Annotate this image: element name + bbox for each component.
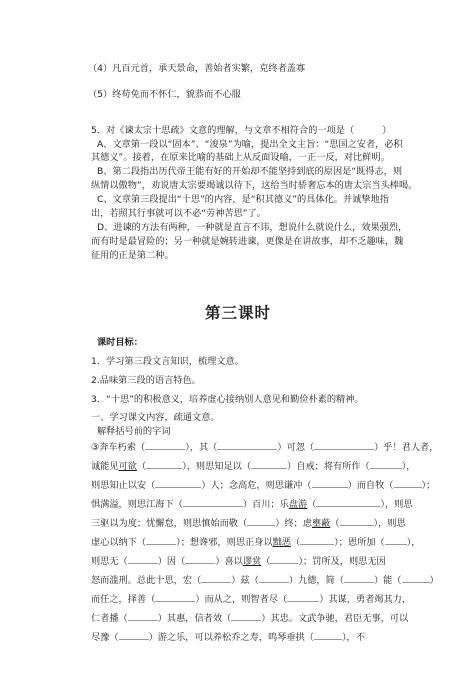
instruction: 解释括号前的字词 [97,426,171,437]
blank [155,487,201,488]
blank [270,563,298,564]
option-b-line-2: 纵情以傲物”，劝说唐太宗要竭诚以待下，这给当时骄奢忘本的唐太宗当头棒喝。 [91,180,418,191]
passage-line-7: 则思无（ ）因（ ）喜以谬赏（ ）；罚所及，则思无因 [91,556,386,567]
blank [312,487,348,488]
goal-2: 2.品味第三段的语言特色。 [91,375,201,386]
passage-line-10: 仁者播（ ）其惠，信者效（ ）其忠。文武争驰，君臣无事，可以 [91,613,409,624]
blank [119,639,149,640]
question-5-stem: 5．对《谏太宗十思疏》文意的理解，与文章不相符合的一项是（ ） [91,125,392,136]
blank [316,506,380,507]
blank [217,449,277,450]
blank [231,620,261,621]
option-d-line-3: 征用的正是第二种。 [91,250,174,261]
section-heading: 一、学习课文内容，疏通文意。 [91,412,220,423]
blank [128,563,158,564]
passage-line-11: 尽豫（ ）游之乐，可以养松乔之寿，鸣琴垂拱（ ），不 [91,632,365,643]
option-c-line-2: 出，若照其行事就可以不必“劳神苦思”了。 [91,208,266,219]
blank [314,639,342,640]
blank [344,582,374,583]
item-4: （4）凡百元首，承天景命，善始者实繁，克终者盖寡 [88,63,306,74]
passage-line-2: 诚能见可欲（ ），则思知足以（ ）自戒；将有所作（ ）， [91,461,416,472]
blank [247,525,275,526]
blank [385,544,407,545]
option-a-line-1: A、文章第一段以“固本”、“浚泉”为喻，提出全文主旨：“思国之安者，必积 [97,139,403,150]
blank [402,582,430,583]
passage-line-9: 而任之，择善（ ）而从之，则智者尽（ ）其谋，勇者竭其力， [91,594,412,605]
blank [314,449,374,450]
goal-3: 3．“十思”的积极意义，培养虚心接纳别人意见和勤俭朴素的精神。 [91,394,364,405]
option-b-line-1: B、第二段指出历代帝王能有好的开始却不能坚持到底的原因是“既得志，则 [97,166,403,177]
blank [251,468,287,469]
option-a-line-2: 其德义”。接着，在原来比喻的基础上从反面设喻，一正一反，对比鲜明。 [91,152,390,163]
blank [145,449,185,450]
blank [201,582,231,583]
blank [183,506,243,507]
option-c-line-1: C、文章第三段提出“十思”的内容，是“积其德义”的具体化。并诚挚地指 [97,194,389,205]
passage-line-6: 虚心以纳下（ ）；想谗邪，则思正身以黜恶（ ）；恩所加（ ）， [91,537,421,548]
blank [300,544,334,545]
option-d-line-1: D、进谏的方法有两种，一种就是直言不讳，想说什么就说什么，效果强烈， [97,222,408,233]
passage-line-8: 怒而滥刑。总此十思，宏（ ）兹（ ）九德，简（ ）能（ ） [91,575,439,586]
blank [146,468,182,469]
passage-line-4: 惧满溢，则思江海下（ ）百川；乐盘游（ ），则思 [91,499,413,510]
blank [185,563,215,564]
blank [155,601,195,602]
blank [146,544,176,545]
page-title: 第三课时 [205,304,272,322]
blank [259,582,289,583]
goal-1: 1．学习第三段文言知识，梳理文意。 [91,356,244,367]
blank [128,620,158,621]
goals-heading: 课时目标： [97,337,143,348]
passage-line-3: 则思知止以安（ ）人；念高危，则思谦冲（ ）而自牧（ ）； [91,480,436,491]
passage-line-1: ③奔车朽索（ ），其（ ）可忽（ ）乎！君人者， [91,442,439,453]
passage-line-5: 三驱以为度；忧懈怠，则思慎始而敬（ ）终；虑壅蔽（ ），则思 [91,518,406,529]
blank [370,468,402,469]
blank [394,487,422,488]
blank [340,525,374,526]
blank [287,601,319,602]
option-d-line-2: 而有时是最冒险的；另一种就是婉转进谏，更像是在讲故事，却不乏趣味，魏 [91,236,404,247]
item-5: （5）终苟免而不怀仁，貌恭而不心服 [88,89,241,100]
